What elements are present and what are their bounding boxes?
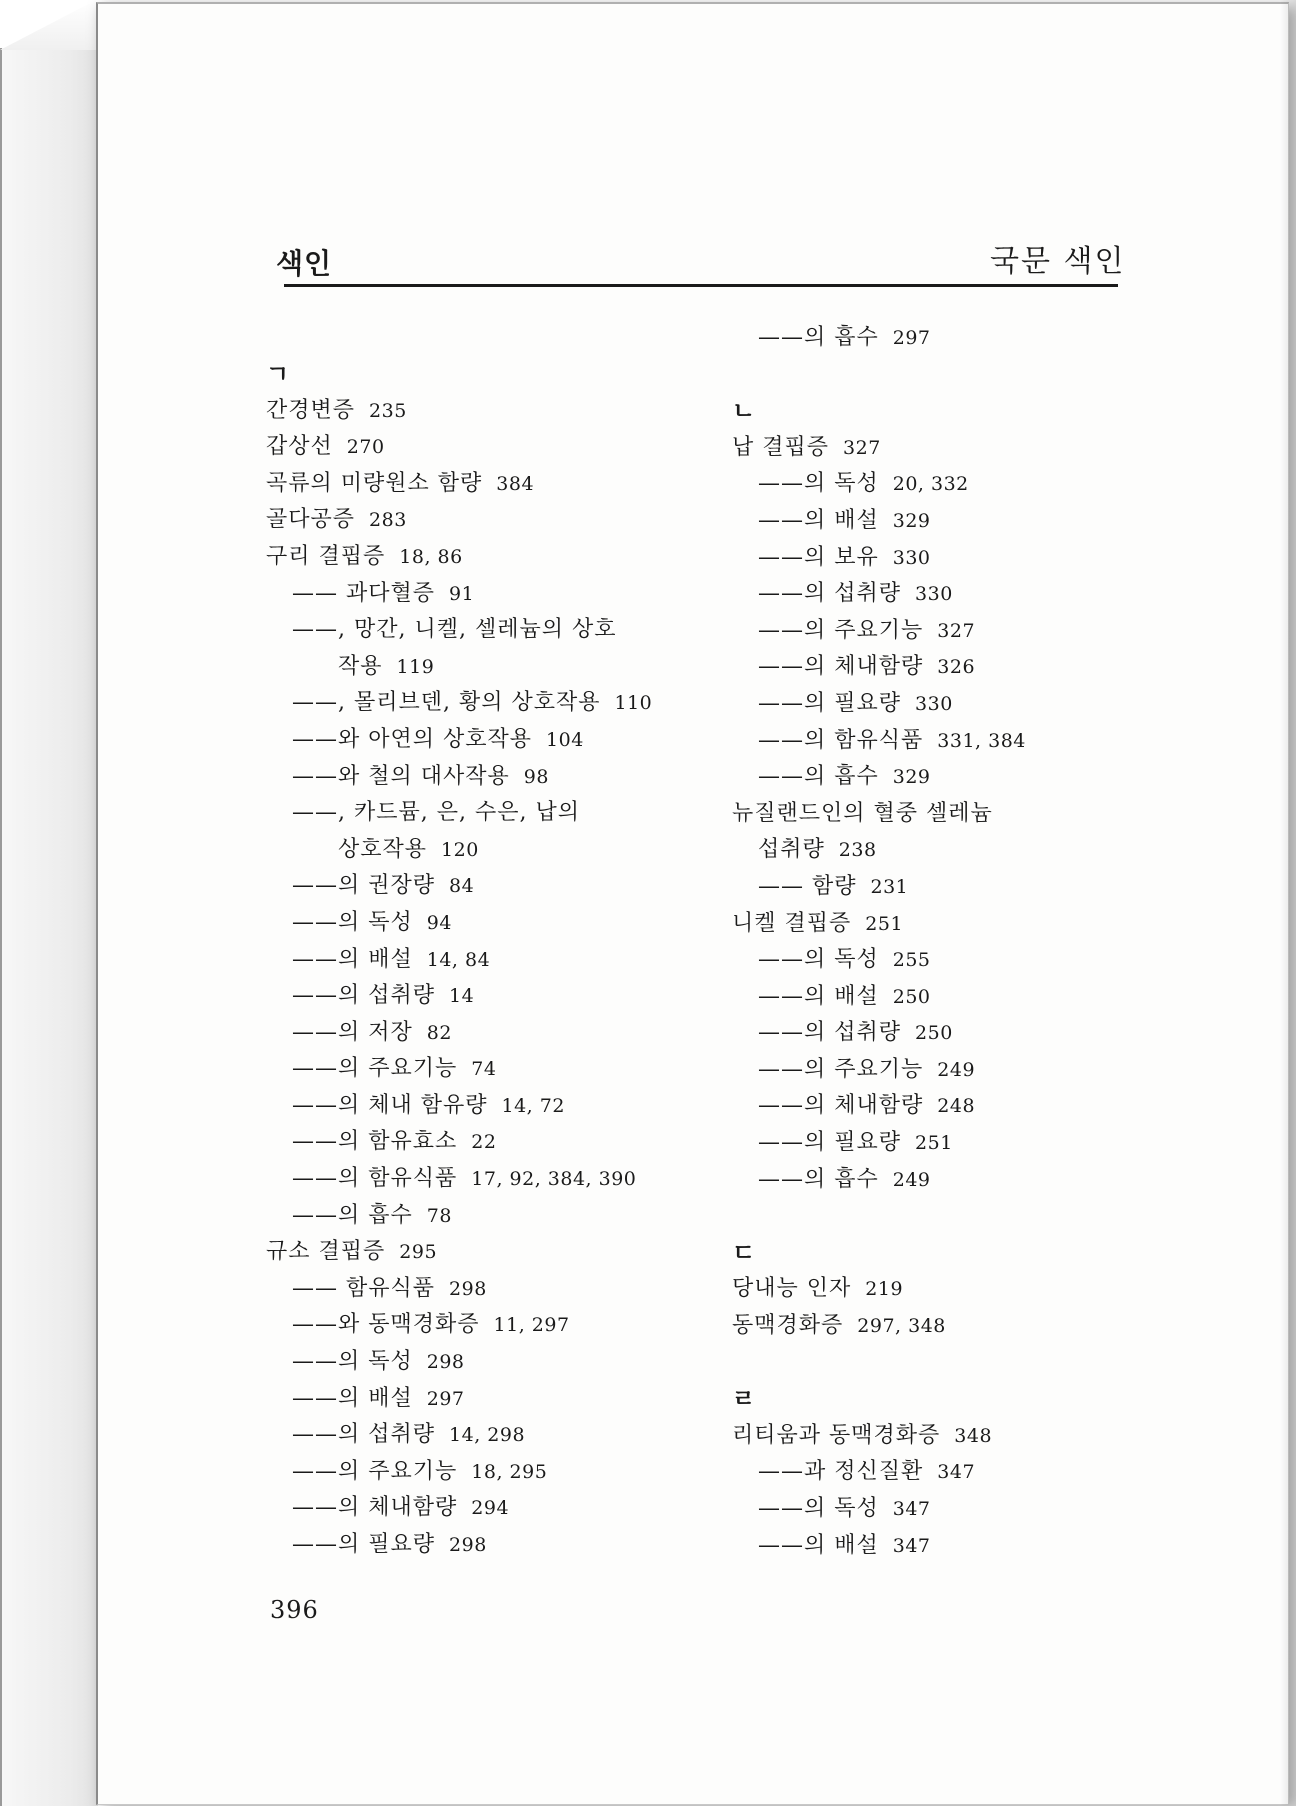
- index-entry: [732, 1271, 1162, 1308]
- index-term: ——의 함유식품: [758, 727, 924, 753]
- index-term: ——와 동맥경화증: [292, 1312, 480, 1338]
- index-entry: [266, 1271, 696, 1308]
- index-page-ref: 297: [426, 1387, 465, 1410]
- index-entry: [266, 722, 696, 759]
- index-page-ref: 98: [523, 765, 549, 788]
- index-page-ref: 251: [915, 1132, 953, 1155]
- index-column-left: [266, 356, 696, 1564]
- index-term: ——와 아연의 상호작용: [292, 726, 533, 752]
- index-page-ref: 251: [865, 912, 904, 935]
- index-page-ref: 20, 332: [892, 473, 969, 496]
- index-page-ref: 297, 348: [857, 1315, 946, 1338]
- index-page-ref: 255: [892, 949, 931, 972]
- index-term: ——의 체내 함유량: [292, 1092, 488, 1118]
- index-entry: [266, 759, 696, 796]
- index-entry: [266, 795, 696, 832]
- index-page-ref: 17, 92, 384, 390: [471, 1168, 637, 1191]
- index-column-right: [732, 320, 1162, 1564]
- index-term: 니켈 결핍증: [732, 910, 852, 936]
- index-section-letter: [266, 356, 696, 393]
- index-page-ref: 270: [346, 436, 385, 459]
- index-term: ——, 몰리브덴, 황의 상호작용: [292, 690, 601, 716]
- index-term: ——의 섭취량: [758, 581, 902, 607]
- index-page-ref: 249: [937, 1058, 976, 1081]
- index-entry: [732, 1125, 1162, 1162]
- index-entry: [732, 1491, 1162, 1528]
- index-term: ——의 독성: [292, 1349, 413, 1375]
- index-term: 리티움과 동맥경화증: [732, 1422, 941, 1448]
- index-term: ——의 필요량: [758, 1130, 902, 1156]
- index-entry: [266, 576, 696, 613]
- index-term: 당내능 인자: [732, 1276, 852, 1302]
- index-page-ref: 14, 298: [449, 1424, 526, 1447]
- index-entry: [732, 686, 1162, 723]
- index-term: ——의 주요기능: [758, 1056, 924, 1082]
- index-entry: [266, 1307, 696, 1344]
- index-page-ref: 283: [369, 509, 407, 532]
- index-entry: [266, 1234, 696, 1271]
- index-term: 구리 결핍증: [266, 543, 386, 569]
- index-term: ——의 주요기능: [758, 617, 924, 643]
- index-page-ref: 14: [449, 985, 475, 1008]
- index-term: ——의 흡수: [758, 1166, 879, 1192]
- index-page-ref: 249: [892, 1168, 931, 1191]
- index-term: ——의 함유효소: [292, 1129, 458, 1155]
- index-entry: [732, 540, 1162, 577]
- index-page-ref: 298: [449, 1277, 487, 1300]
- index-term: ——의 섭취량: [292, 983, 436, 1009]
- index-entry: [732, 1015, 1162, 1052]
- index-entry: [732, 357, 1162, 394]
- index-term: ——와 철의 대사작용: [292, 763, 510, 789]
- index-page-ref: 295: [399, 1241, 438, 1264]
- index-term: ——의 배설: [758, 507, 879, 533]
- index-page-ref: 91: [449, 582, 475, 605]
- index-term: ——의 흡수: [292, 1202, 413, 1228]
- index-term: ——과 정신질환: [758, 1459, 924, 1485]
- index-term: —— 함량: [758, 873, 857, 899]
- index-term: 동맥경화증: [732, 1313, 844, 1339]
- index-page-ref: 94: [426, 911, 452, 934]
- index-term: ——의 배설: [292, 946, 413, 972]
- index-term: —— 함유식품: [292, 1275, 436, 1301]
- index-entry: [732, 430, 1162, 467]
- index-term: ——의 필요량: [292, 1532, 436, 1557]
- index-entry: [732, 1052, 1162, 1089]
- index-term: ——의 함유식품: [292, 1166, 458, 1192]
- index-entry: [732, 796, 1162, 833]
- index-term: 작용: [338, 653, 383, 679]
- index-entry: [732, 1198, 1162, 1235]
- index-term: ㄷ: [732, 1237, 757, 1267]
- index-page-ref: 329: [892, 509, 931, 532]
- index-entry: [266, 1198, 696, 1235]
- index-entry: [732, 503, 1162, 540]
- index-term: ——의 배설: [758, 983, 879, 1009]
- index-page-ref: 326: [937, 656, 976, 679]
- index-term: ㄹ: [732, 1384, 757, 1414]
- index-page-ref: 11, 297: [493, 1314, 570, 1337]
- index-entry: [732, 320, 1162, 357]
- index-entry: [732, 1454, 1162, 1491]
- index-term: ——, 카드뮴, 은, 수은, 납의: [292, 800, 580, 826]
- index-entry: [266, 1051, 696, 1088]
- page-edge-shadow: [1280, 0, 1296, 1806]
- index-page-ref: 331, 384: [937, 729, 1026, 752]
- index-entry: [266, 1381, 696, 1418]
- index-entry: [732, 1418, 1162, 1455]
- index-page-ref: 78: [426, 1204, 452, 1227]
- index-term: 납 결핍증: [732, 434, 830, 460]
- index-entry: [266, 1344, 696, 1381]
- index-entry: [732, 1345, 1162, 1382]
- index-term: ——의 체내함량: [758, 1093, 924, 1119]
- index-term: ——의 체내함량: [758, 654, 924, 680]
- index-entry: [266, 393, 696, 430]
- index-page-ref: 14, 72: [501, 1094, 565, 1117]
- index-page-ref: 347: [892, 1534, 931, 1557]
- index-page-ref: 330: [892, 546, 931, 569]
- index-page-ref: 298: [426, 1351, 465, 1374]
- index-entry: [266, 612, 696, 649]
- index-term: ——의 섭취량: [758, 1020, 902, 1046]
- index-entry: [732, 576, 1162, 613]
- running-header-right: 국문 색인: [990, 244, 1126, 279]
- index-entry: [732, 906, 1162, 943]
- index-term: ——의 섭취량: [292, 1422, 436, 1448]
- index-entry: [732, 1308, 1162, 1345]
- index-entry: [266, 649, 696, 686]
- index-page-ref: 329: [892, 766, 931, 789]
- index-entry: [732, 466, 1162, 503]
- index-entry: [266, 1088, 696, 1125]
- index-term: ——의 독성: [292, 909, 413, 935]
- index-page-ref: 84: [449, 875, 475, 898]
- index-page-ref: 330: [915, 692, 953, 715]
- index-entry: [732, 1162, 1162, 1199]
- index-page-ref: 327: [843, 436, 881, 459]
- index-entry: [732, 979, 1162, 1016]
- index-term: 규소 결핍증: [266, 1239, 386, 1265]
- index-entry: [732, 1528, 1162, 1565]
- index-term: ——의 저장: [292, 1019, 413, 1045]
- index-page-ref: 238: [838, 839, 877, 862]
- index-entry: [266, 685, 696, 722]
- index-page-ref: 82: [426, 1021, 452, 1044]
- index-page-ref: 104: [546, 728, 584, 751]
- index-page-ref: 119: [396, 655, 435, 678]
- index-term: ——, 망간, 니켈, 셀레늄의 상호: [292, 617, 617, 643]
- index-entry: [266, 1161, 696, 1198]
- index-term: ——의 주요기능: [292, 1458, 458, 1484]
- index-entry: [732, 759, 1162, 796]
- index-entry: [266, 539, 696, 576]
- index-page-ref: 22: [471, 1131, 497, 1154]
- index-term: 골다공증: [266, 507, 356, 533]
- index-entry: [266, 868, 696, 905]
- header-rule: [284, 284, 1118, 287]
- index-entry: [266, 1417, 696, 1454]
- index-term: ——의 주요기능: [292, 1056, 458, 1082]
- index-page-ref: 120: [441, 838, 479, 861]
- index-page-ref: 347: [937, 1461, 976, 1484]
- book-spine-side: [0, 48, 98, 1806]
- index-entry: [266, 502, 696, 539]
- index-section-letter: [732, 1235, 1162, 1272]
- index-term: 뉴질랜드인의 혈중 셀레늄: [732, 800, 993, 826]
- index-page-ref: 14, 84: [426, 948, 491, 971]
- index-entry: [266, 1527, 696, 1564]
- index-term: —— 과다혈증: [292, 580, 436, 606]
- index-entry: [266, 466, 696, 503]
- index-entry: [732, 869, 1162, 906]
- index-page-ref: 298: [449, 1534, 487, 1556]
- index-term: ——의 독성: [758, 471, 879, 497]
- index-entry: [732, 1088, 1162, 1125]
- page-number: 396: [270, 1596, 319, 1624]
- index-term: ㄱ: [266, 359, 291, 388]
- running-header-left: 색인: [276, 247, 333, 280]
- index-term: ——의 배설: [758, 1532, 879, 1558]
- index-term: ——의 흡수: [758, 325, 879, 350]
- index-entry: [266, 942, 696, 979]
- index-entry: [266, 832, 696, 869]
- index-section-letter: [732, 393, 1162, 430]
- index-page-ref: 248: [937, 1095, 976, 1118]
- index-page-ref: 297: [892, 327, 931, 349]
- index-term: 곡류의 미량원소 함량: [266, 470, 483, 496]
- index-page-ref: 231: [870, 875, 909, 898]
- index-page-ref: 235: [369, 399, 407, 422]
- index-page-ref: 250: [915, 1022, 953, 1045]
- index-page-ref: 347: [892, 1498, 931, 1520]
- index-term: 상호작용: [338, 836, 428, 862]
- index-entry: [732, 723, 1162, 760]
- index-entry: [266, 1490, 696, 1527]
- index-page-ref: 18, 86: [399, 545, 463, 568]
- index-term: ——의 배설: [292, 1385, 413, 1411]
- index-entry: [266, 978, 696, 1015]
- index-entry: [732, 942, 1162, 979]
- index-term: ——의 독성: [758, 1496, 879, 1521]
- index-entry: [266, 905, 696, 942]
- index-entry: [266, 1015, 696, 1052]
- book-top-edge: [0, 0, 96, 50]
- index-term: 간경변증: [266, 397, 356, 423]
- index-page-ref: 384: [496, 472, 535, 495]
- index-term: ——의 보유: [758, 544, 879, 570]
- index-page-ref: 110: [614, 692, 653, 715]
- index-page-ref: 348: [954, 1424, 993, 1447]
- index-term: ——의 흡수: [758, 764, 879, 790]
- index-term: 갑상선: [266, 434, 333, 460]
- index-entry: [732, 649, 1162, 686]
- index-term: 섭취량: [758, 837, 825, 863]
- index-entry: [266, 1124, 696, 1161]
- index-entry: [266, 429, 696, 466]
- index-term: ㄴ: [732, 396, 757, 426]
- index-term: ——의 필요량: [758, 690, 902, 716]
- index-page-ref: 18, 295: [471, 1460, 548, 1483]
- index-page-ref: 330: [915, 583, 953, 606]
- index-page-ref: 250: [892, 985, 931, 1008]
- index-page-ref: 327: [937, 619, 976, 642]
- index-page-ref: 74: [471, 1058, 497, 1081]
- index-section-letter: [732, 1381, 1162, 1418]
- index-entry: [732, 832, 1162, 869]
- index-page-ref: 294: [471, 1497, 510, 1520]
- index-term: ——의 체내함량: [292, 1495, 458, 1521]
- index-term: ——의 독성: [758, 947, 879, 973]
- index-page-ref: 219: [865, 1278, 904, 1301]
- index-entry: [266, 1454, 696, 1491]
- index-term: ——의 권장량: [292, 873, 436, 899]
- index-entry: [732, 613, 1162, 650]
